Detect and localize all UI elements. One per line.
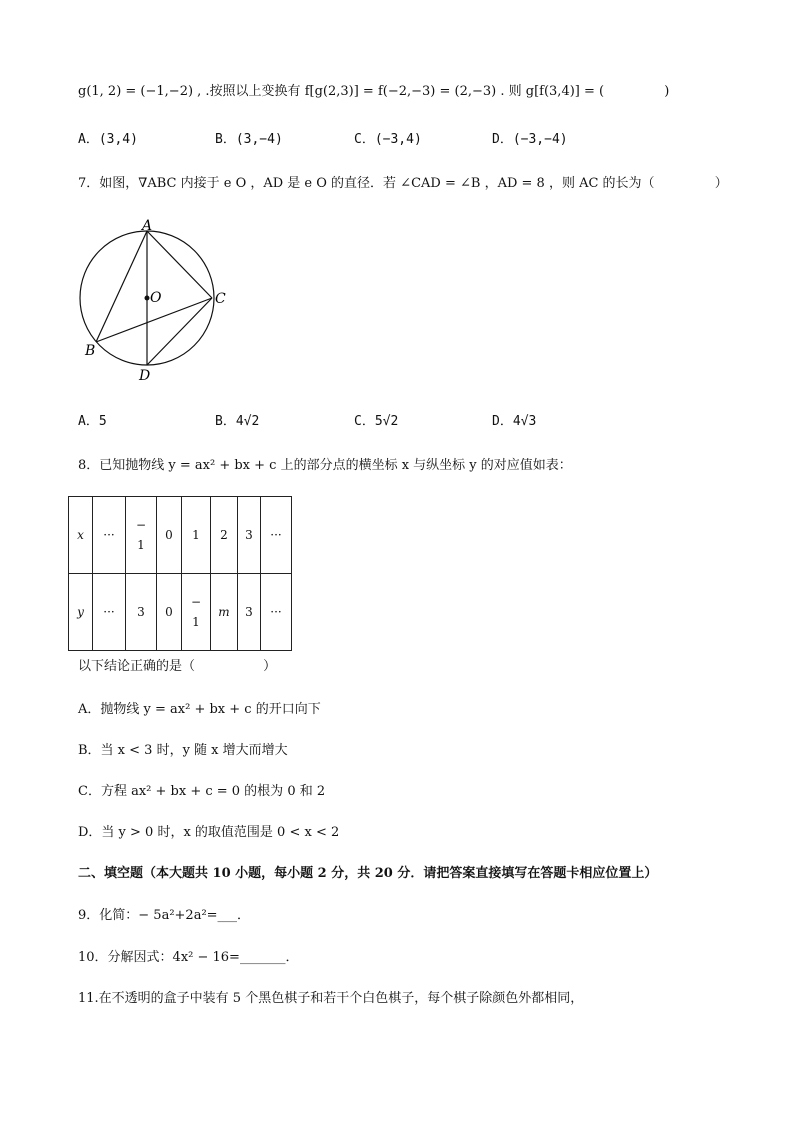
label-o: O — [150, 290, 162, 306]
table-cell: 3 — [238, 497, 261, 574]
center-dot — [145, 296, 150, 301]
table-row-y — [69, 574, 292, 651]
table-cell: ··· — [261, 497, 292, 574]
q8-option-a[interactable]: A．抛物线 y = ax² + bx + c 的开口向下 — [78, 702, 321, 717]
table-cell: 2 — [211, 497, 238, 574]
q7-option-b[interactable]: B．4√2 — [215, 414, 260, 429]
q6-option-d[interactable]: D．(−3,−4) — [492, 132, 568, 147]
q8-stem: 8．已知抛物线 y = ax² + bx + c 上的部分点的横坐标 x 与纵坐标 y 的对应值如表： — [78, 458, 572, 473]
table-cell: − 1 — [182, 574, 211, 651]
table-cell: 3 — [126, 574, 157, 651]
table-cell: 0 — [157, 574, 182, 651]
q7-option-d[interactable]: D．4√3 — [492, 414, 537, 429]
q7-answer-paren: ） — [714, 176, 728, 191]
q6-option-a[interactable]: A．(3,4) — [78, 132, 138, 147]
q8-option-b[interactable]: B．当 x < 3 时，y 随 x 增大而增大 — [78, 743, 288, 758]
q10: 10．分解因式：4x² − 16=_______． — [78, 950, 299, 965]
table-row-x — [69, 497, 292, 574]
q6-option-c[interactable]: C．(−3,4) — [354, 132, 422, 147]
label-d: D — [139, 368, 151, 384]
q8-option-c[interactable]: C．方程 ax² + bx + c = 0 的根为 0 和 2 — [78, 784, 326, 799]
table-cell: 0 — [157, 497, 182, 574]
q9: 9．化简：− 5a²+2a²=___． — [78, 908, 251, 923]
segment-ac — [147, 231, 212, 298]
table-cell: y — [69, 574, 93, 651]
q7-option-a[interactable]: A．5 — [78, 414, 107, 429]
table-cell: 1 — [182, 497, 211, 574]
table-cell: ··· — [261, 574, 292, 651]
table-cell: − 1 — [126, 497, 157, 574]
q8-answer-paren: ） — [263, 659, 277, 674]
table-cell: ··· — [93, 497, 126, 574]
q7-stem: 7．如图，∇ABC 内接于 e O ，AD 是 e O 的直径．若 ∠CAD = ∠B ，AD = 8 ，则 AC 的长为（ — [78, 176, 655, 191]
q6-answer-paren: ) — [664, 84, 670, 99]
section2-title: 二、填空题（本大题共 10 小题，每小题 2 分，共 20 分．请把答案直接填写在答题卡相应位置上） — [78, 866, 658, 881]
label-b: B — [85, 343, 96, 359]
q6-tail-line — [78, 80, 669, 99]
q8-conclusion: 以下结论正确的是（ — [78, 659, 196, 674]
table-cell: m — [211, 574, 238, 651]
q8-value-table — [68, 496, 292, 651]
label-a: A — [142, 218, 153, 234]
q8-option-d[interactable]: D．当 y > 0 时，x 的取值范围是 0 < x < 2 — [78, 825, 340, 840]
label-c: C — [215, 291, 226, 307]
q8-conclusion-line — [78, 655, 276, 674]
q6-option-b[interactable]: B．(3,−4) — [215, 132, 283, 147]
q6-tail-text: g(1, 2) = (−1,−2) , .按照以上变换有 f[g(2,3)] = f(−2,−3) = (2,−3) . 则 g[f(3,4)] = ( — [78, 84, 605, 99]
q7-circle-figure — [70, 218, 240, 388]
q7-option-c[interactable]: C．5√2 — [354, 414, 399, 429]
table-cell: ··· — [93, 574, 126, 651]
segment-cd — [147, 298, 212, 365]
table-cell: 3 — [238, 574, 261, 651]
q7-stem-line — [78, 172, 728, 191]
q11: 11.在不透明的盒子中装有 5 个黑色棋子和若干个白色棋子，每个棋子除颜色外都相同， — [78, 991, 584, 1006]
table-cell: x — [69, 497, 93, 574]
